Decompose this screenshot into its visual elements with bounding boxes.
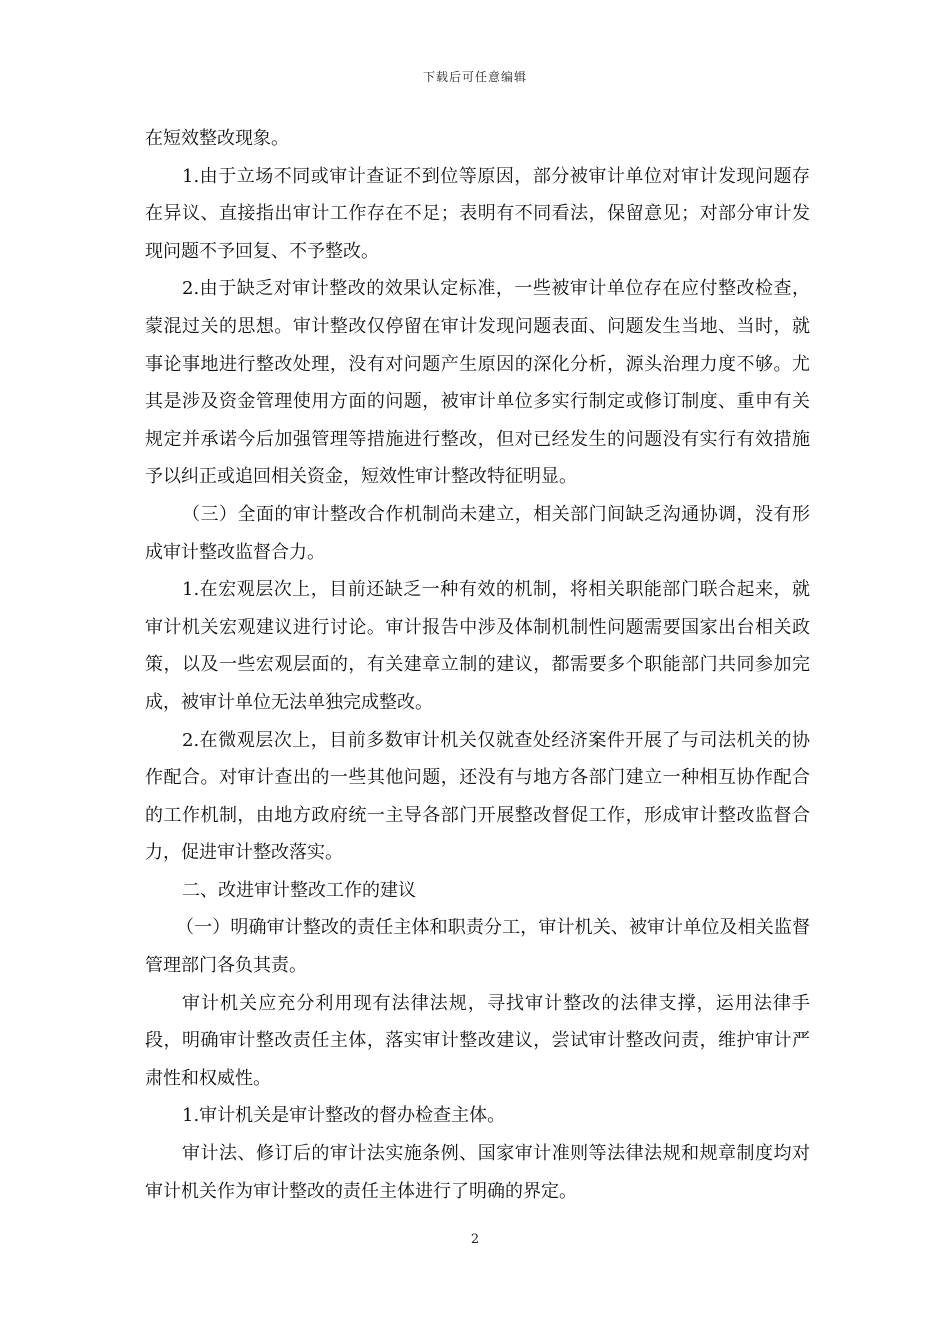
paragraph-5: 1.在宏观层次上，目前还缺乏一种有效的机制，将相关职能部门联合起来，就审计机关宏观建议进行讨论。审计报告中涉及体制机制性问题需要国家出台相关政策，以及一些宏观层面的，有关建章立制的建议，都需要多个职能部门共同参加完成，被审计单位无法单独完成整改。 — [145, 579, 810, 713]
paragraph-8: （一）明确审计整改的责任主体和职责分工，审计机关、被审计单位及相关监督管理部门各负其责。 — [145, 917, 810, 977]
paragraph-9: 审计机关应充分利用现有法律法规，寻找审计整改的法律支撑，运用法律手段，明确审计整改责任主体，落实审计整改建议，尝试审计整改问责，维护审计严肃性和权威性。 — [145, 992, 810, 1089]
paragraph-4: （三）全面的审计整改合作机制尚未建立，相关部门间缺乏沟通协调，没有形成审计整改监督合力。 — [145, 503, 810, 563]
section-heading: 二、改进审计整改工作的建议 — [182, 879, 416, 901]
page-number: 2 — [470, 1232, 480, 1247]
paragraph-6: 2.在微观层次上，目前多数审计机关仅就查处经济案件开展了与司法机关的协作配合。对审计查出的一些其他问题，还没有与地方各部门建立一种相互协作配合的工作机制，由地方政府统一主导各部门开展整改督促工作，形成审计整改监督合力，促进审计整改落实。 — [145, 729, 810, 864]
paragraph-11: 审计法、修订后的审计法实施条例、国家审计准则等法律法规和规章制度均对审计机关作为审计整改的责任主体进行了明确的界定。 — [145, 1143, 810, 1202]
paragraph-10: 1.审计机关是审计整改的督办检查主体。 — [182, 1105, 506, 1127]
paragraph-2: 1.由于立场不同或审计查证不到位等原因，部分被审计单位对审计发现问题存在异议、直接指出审计工作存在不足；表明有不同看法，保留意见；对部分审计发现问题不予回复、不予整改。 — [145, 165, 810, 262]
page-header: 下载后可任意编辑 — [422, 70, 527, 84]
paragraph-3: 2.由于缺乏对审计整改的效果认定标准，一些被审计单位存在应付整改检查，蒙混过关的思想。审计整改仅停留在审计发现问题表面、问题发生当地、当时，就事论事地进行整改处理，没有对问题产生原因的深化分析，源头治理力度不够。尤其是涉及资金管理使用方面的问题，被审计单位多实行制定或修订制度、重申有关规定并承诺今后加强管理等措施进行整改，但对已经发生的问题没有实行有效措施予以纠正或追回相关资金，短效性审计整改特征明显。 — [145, 278, 810, 488]
paragraph-1: 在短效整改现象。 — [145, 128, 289, 149]
document-body — [145, 120, 810, 1210]
